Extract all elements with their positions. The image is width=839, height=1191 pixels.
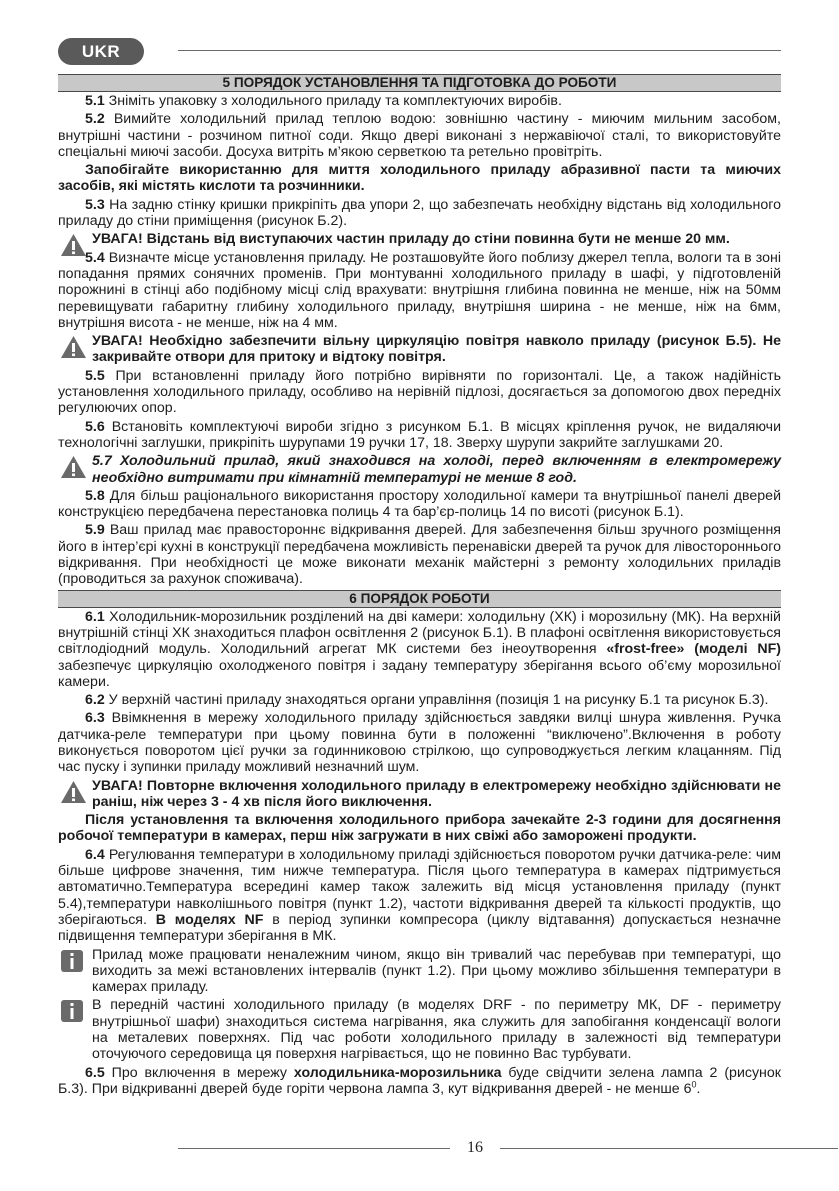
warning-triangle-icon: [60, 780, 87, 804]
header-rule: [178, 50, 781, 51]
warning-block-4: УВАГА! Повторне включення холодильного приладу в електромережу необхідно здійснювати не раніш, ніж через 3 - 4 хв після його виключення.: [58, 778, 781, 811]
info-icon: [60, 999, 84, 1023]
footer-rule-right: [500, 1148, 838, 1149]
clause-number: 6.4: [85, 846, 105, 863]
paragraph-5-2-warning: Запобігайте використанню для миття холодильного приладу абразивної пасти та миючих засобів, які містять кислоти та розчинники.: [58, 162, 781, 195]
paragraph-5-8: 5.8 Для більш раціонального використання простору холодильної камери та внутрішньої панелі дверей конструкцією передбачена перестановка полиць 4 та бар’єр-полиць 14 по висоті (рисунок Б.1).: [58, 487, 781, 521]
warning-triangle-icon: [60, 455, 87, 479]
clause-number: 5.4: [85, 249, 105, 266]
clause-number: 6.2: [85, 692, 105, 709]
language-badge: UKR: [58, 38, 144, 65]
warning-block-2: УВАГА! Необхідно забезпечити вільну циркуляцію повітря навколо приладу (рисунок Б.5). Не закривайте отвори для притоку и відтоку повітря.: [58, 333, 781, 366]
clause-number: 5.6: [85, 418, 105, 435]
footer-rule-left: [178, 1148, 450, 1149]
paragraph-6-5: 6.5 Про включення в мережу холодильника-морозильника буде свідчити зелена лампа 2 (рисунок Б.3). При відкриванні дверей буде горіти червона лампа 3, кут відкривання дверей - не менше $6^0$.: [58, 1064, 781, 1097]
paragraph-5-1: 5.1 Зніміть упаковку з холодильного приладу та комплектуючих виробів.: [85, 93, 562, 109]
page-footer: [58, 1139, 781, 1159]
clause-number: 5.9: [85, 522, 105, 539]
paragraph-6-2: 6.2 У верхній частині приладу знаходяться органи управління (позиція 1 на рисунку Б.1 та рисунок Б.3).: [85, 692, 769, 709]
paragraph-5-6: 5.6 Встановіть комплектуючі вироби згідно з рисунком Б.1. В місцях кріплення ручок, не видаляючи технологічні заглушки, прикріпіть шурупами 19 ручки 17, 18. Зверху шурупи закрийте заглушками 20.: [58, 418, 781, 451]
clause-number: 6.3: [85, 710, 105, 727]
info-icon: [60, 949, 84, 973]
warning-block-3: 5.7 Холодильний прилад, який знаходився на холоді, перед включенням в електромережу необхідно витримати при кімнатній температурі не менше 8 год.: [58, 453, 781, 486]
info-block-2: В передній частині холодильного приладу (в моделях DRF - по периметру МК, DF - периметру внутрішньої шафи) знаходиться система нагрівання, яка служить для запобігання конденсації вологи на металевих поверхнях. Під час роботи холодильного приладу в залежності від температури оточуючого середовища ця поверхня нагрівається, що не повинно Вас турбувати.: [58, 997, 781, 1062]
warning-triangle-icon: [60, 335, 87, 359]
paragraph-5-3: 5.3 На задню стінку кришки прикріпіть два упори 2, що забезпечать необхідну відстань від холодильного приладу до стіни приміщення (рисунок Б.2).: [58, 196, 781, 230]
page-content: [58, 74, 781, 1099]
info-block-1: Прилад може працювати неналежним чином, якщо він тривалий час перебував при температурі, що виходить за межі встановлених інтервалів (пункт 1.2). При цьому можливо збільшення температури в камерах приладу.: [58, 947, 781, 996]
clause-number: 5.2: [85, 111, 105, 128]
paragraph-5-2: 5.2 Вимийте холодильний прилад теплою водою: зовнішню частину - миючим мильним засобом, внутрішні частини - розчином питної соди. Якщо двері виконані з нержавіючої сталі, то використовуйте спеціальні миючі засоби. Досуха витріть м’якою серветкою та ретельно провітріть.: [58, 111, 781, 160]
section-6-title: 6 ПОРЯДОК РОБОТИ: [58, 590, 781, 608]
paragraph-6-3-note: Після установлення та включення холодильного прибора зачекайте 2-3 години для досягнення робочої температури в камерах, перш ніж загружати в них свіжі або заморожені продукти.: [58, 812, 781, 845]
clause-number: 6.1: [85, 608, 105, 625]
paragraph-6-4: 6.4 Регулювання температури в холодильному приладі здійснюється поворотом ручки датчика-реле: чим більше цифрове значення, тим нижче температура. Після цього температура в камерах підтримується автоматично.Температура всередині камер також залежить від місця установлення приладу (пункт 5.4),температури навколішнього повітря (пункт 1.2), частоти відкривання дверей та кількості продуктів, що зберігаються. В моделях NF в період зупинки компресора (циклу відтавання) допускається незначне підвищення температури зберігання в МК.: [58, 846, 782, 945]
section-5-title: 5 ПОРЯДОК УСТАНОВЛЕННЯ ТА ПІДГОТОВКА ДО РОБОТИ: [58, 74, 781, 92]
clause-number: 5.1: [85, 93, 105, 109]
paragraph-5-4: 5.4 Визначте місце установлення приладу. Не розташовуйте його поблизу джерел тепла, вологи та в зоні попадання прямих сонячних променів. При монтуванні холодильного приладу в шафі, у підготовленій порожнині в стінці або подібному місці слід врахувати: внутрішня глибина повинна не менше, ніж на 50мм перевищувати габаритну глибину холодильного приладу, внутрішня ширина - не менше, ніж на 6мм, внутрішня висота - не менше, ніж на 4 мм.: [58, 249, 781, 331]
clause-number: 6.5: [85, 1064, 105, 1081]
warning-block-1: УВАГА! Відстань від виступаючих частин приладу до стіни повинна бути не менше 20 мм.: [58, 231, 781, 247]
clause-number: 5.3: [85, 196, 105, 213]
page-number: 16: [467, 1139, 483, 1156]
paragraph-5-5: 5.5 При встановленні приладу його потрібно вирівняти по горизонталі. Це, а також надійність установлення холодильного приладу, особливо на нерівній підлозі, досягається за допомогою двох передніх регулюючих опор.: [58, 367, 781, 417]
paragraph-5-9: 5.9 Ваш прилад має правостороннє відкривання дверей. Для забезпечення більш зручного розміщення його в інтер’єрі кухні в конструкції передбачена можливість перенавіски дверей та ручок для лівостороннього відкривання. При необхідності це може виконати механік майстерні з ремонту холодильних приладів (проводиться за рахунок споживача).: [58, 522, 781, 588]
paragraph-6-1: 6.1 Холодильник-морозильник розділений на дві камери: холодильну (ХК) і морозильну (МК). На верхній внутрішній стінці ХК знаходиться плафон освітлення 2 (рисунок Б.1). В плафоні освітлення використовується світлодіодний модуль. Холодильний агрегат МК системи без інеоутворення «frost-free» (моделі NF) забезпечує циркуляцію охолодженого повітря і задану температуру зберігання всього об’єму морозильної камери.: [58, 608, 781, 690]
warning-triangle-icon: [60, 233, 87, 257]
clause-number: 5.5: [85, 367, 105, 384]
paragraph-6-3: 6.3 Ввімкнення в мережу холодильного приладу здійснюється завдяки вилці шнура живлення. Ручка датчика-реле температури при цьому повинна бути в положенні “виключено”.Включення в роботу виконується поворотом цієї ручки за годинниковою стрілкою, що супроводжується легким клацанням. Під час пуску і зупинки приладу можливий незначний шум.: [58, 710, 781, 776]
clause-number: 5.8: [85, 487, 105, 504]
